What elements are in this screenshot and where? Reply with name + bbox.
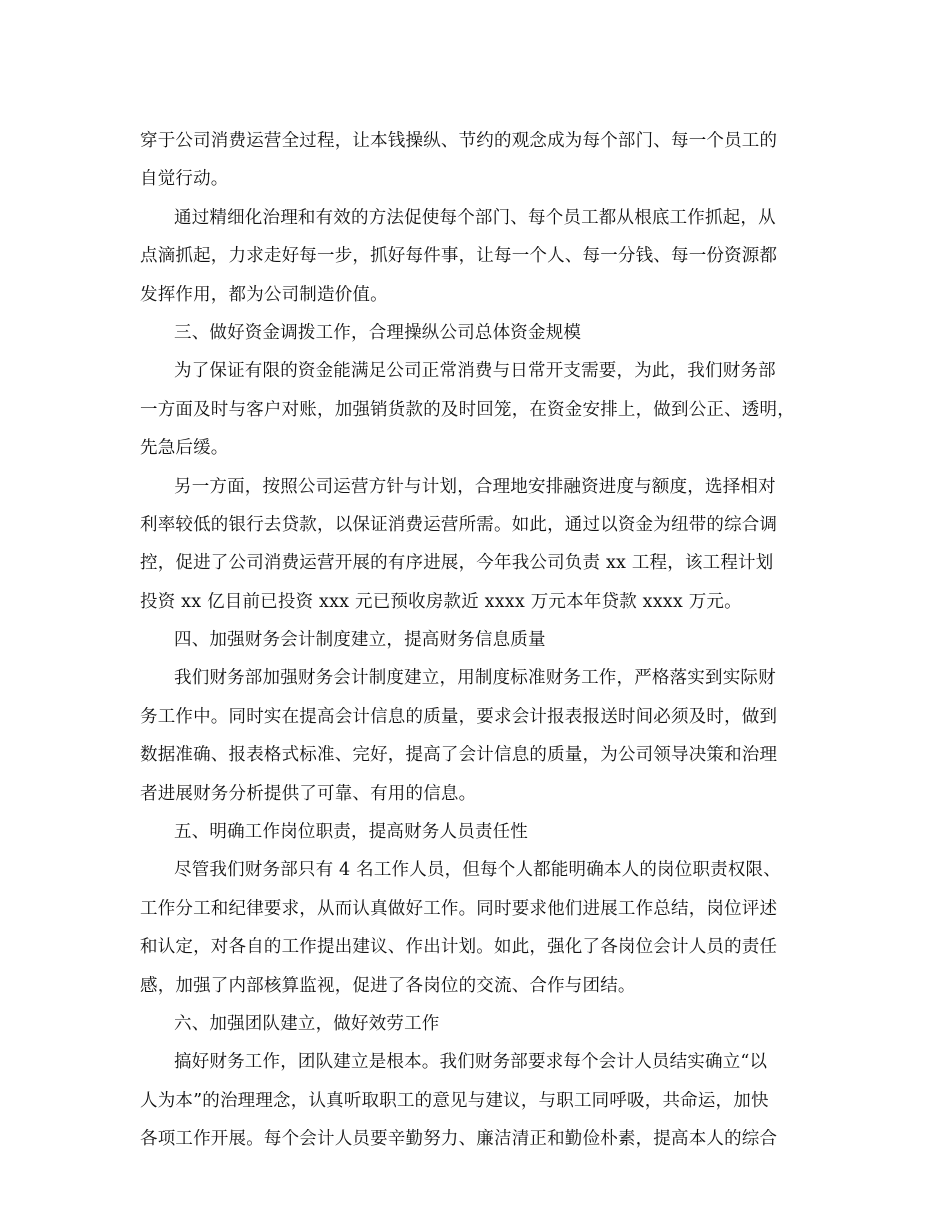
- text-line: 各项工作开展。每个会计人员要辛勤努力、廉洁清正和勤俭朴素，提高本人的综合: [140, 1129, 778, 1150]
- paragraph-first-line: 六、加强团队建立，做好效劳工作: [174, 1013, 440, 1034]
- text-line: 点滴抓起，力求走好每一步，抓好每件事，让每一个人、每一分钱、每一份资源都: [140, 246, 778, 267]
- text-line: 先急后缓。: [140, 438, 229, 459]
- text-line: 投资 xx 亿目前已投资 xxx 元已预收房款近 xxxx 万元本年贷款 xxxx 万元。: [140, 591, 742, 612]
- text-line: 人为本”的治理理念，认真听取职工的意见与建议，与职工同呼吸，共命运，加快: [140, 1090, 769, 1111]
- paragraph-first-line: 为了保证有限的资金能满足公司正常消费与日常开支需要，为此，我们财务部: [174, 361, 776, 382]
- document-body: [140, 122, 820, 1159]
- paragraph-first-line: 我们财务部加强财务会计制度建立，用制度标准财务工作，严格落实到实际财: [174, 668, 776, 689]
- text-line: 穿于公司消费运营全过程，让本钱操纵、节约的观念成为每个部门、每一个员工的: [140, 131, 778, 151]
- paragraph-first-line: 通过精细化治理和有效的方法促使每个部门、每个员工都从根底工作抓起，从: [174, 207, 776, 228]
- paragraph-first-line: 四、加强财务会计制度建立，提高财务信息质量: [174, 630, 546, 651]
- text-line: 感，加强了内部核算监视，促进了各岗位的交流、合作与团结。: [140, 975, 636, 996]
- text-line: 和认定，对各自的工作提出建议、作出计划。如此，强化了各岗位会计人员的责任: [140, 937, 778, 958]
- paragraph-first-line: 尽管我们财务部只有 4 名工作人员，但每个人都能明确本人的岗位职责权限、: [174, 860, 781, 881]
- paragraph-first-line: 另一方面，按照公司运营方针与计划，合理地安排融资进度与额度，选择相对: [174, 476, 776, 497]
- text-line: 一方面及时与客户对账，加强销货款的及时回笼，在资金安排上，做到公正、透明，: [140, 399, 795, 420]
- text-line: 务工作中。同时实在提高会计信息的质量，要求会计报表报送时间必须及时，做到: [140, 706, 778, 727]
- text-line: 者进展财务分析提供了可靠、有用的信息。: [140, 783, 477, 804]
- paragraph-first-line: 搞好财务工作，团队建立是根本。我们财务部要求每个会计人员结实确立“以: [174, 1052, 768, 1073]
- text-line: 工作分工和纪律要求，从而认真做好工作。同时要求他们进展工作总结，岗位评述: [140, 898, 778, 919]
- text-line: 控，促进了公司消费运营开展的有序进展，今年我公司负责 xx 工程，该工程计划: [140, 553, 774, 574]
- text-line: 自觉行动。: [140, 169, 229, 190]
- paragraph-first-line: 五、明确工作岗位职责，提高财务人员责任性: [174, 822, 528, 843]
- text-line: 数据准确、报表格式标准、完好，提高了会计信息的质量，为公司领导决策和治理: [140, 745, 778, 766]
- text-line: 发挥作用，都为公司制造价值。: [140, 284, 388, 305]
- paragraph-first-line: 三、做好资金调拨工作，合理操纵公司总体资金规模: [174, 322, 582, 343]
- text-line: 利率较低的银行去贷款，以保证消费运营所需。如此，通过以资金为纽带的综合调: [140, 514, 778, 535]
